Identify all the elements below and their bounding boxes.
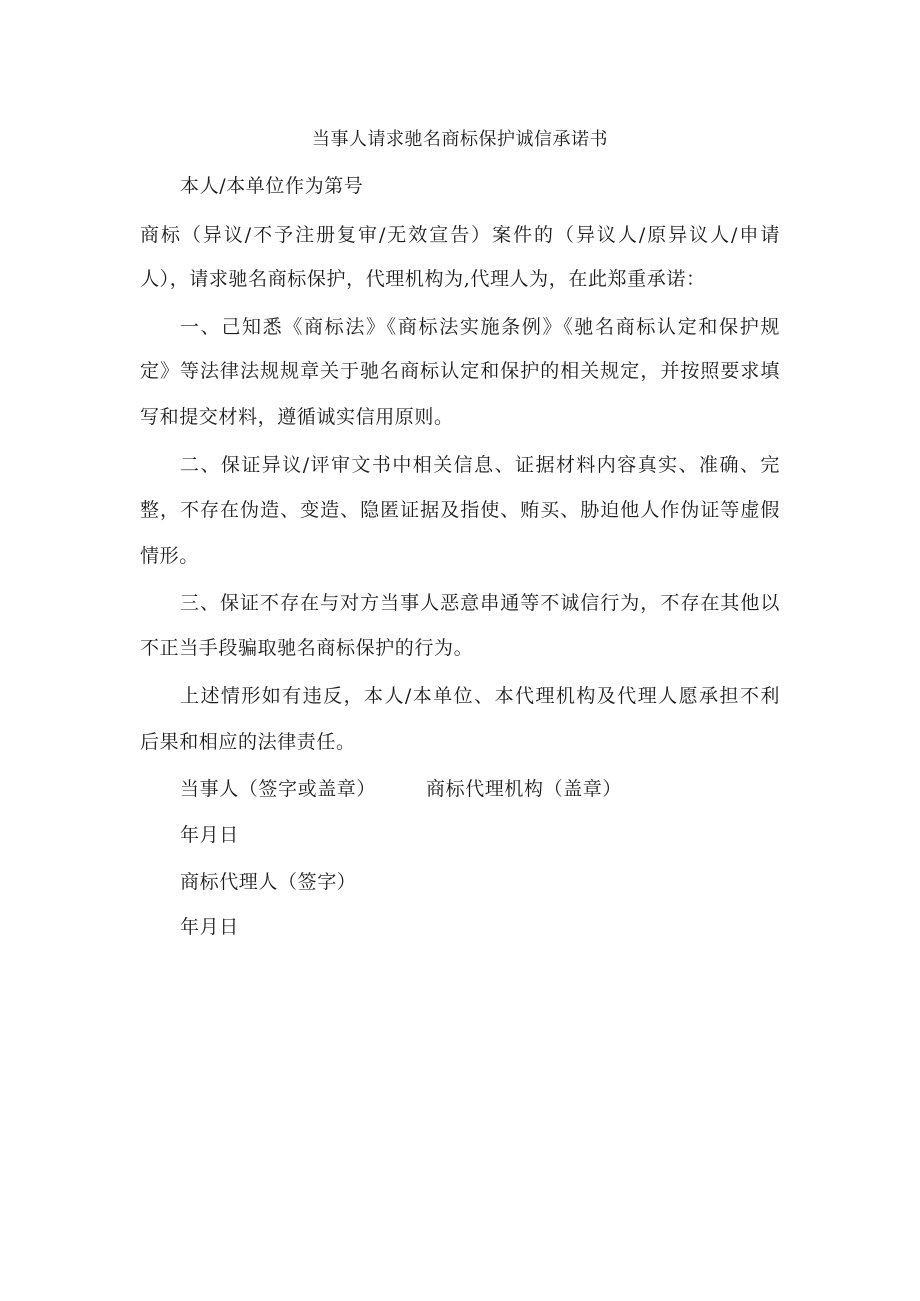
date-line-1: 年月日 — [180, 824, 239, 846]
intro-line-3: 人），请求驰名商标保护，代理机构为,代理人为，在此郑重承诺： — [140, 268, 706, 290]
document-title: 当事人请求驰名商标保护诚信承诺书 — [312, 129, 608, 150]
clause-1-line-3: 写和提交材料，遵循诚实信用原则。 — [140, 406, 454, 428]
clause-2-line-2: 整，不存在伪造、变造、隐匿证据及指使、贿买、胁迫他人作伪证等虚假 — [140, 499, 780, 521]
liability-line-1: 上述情形如有违反，本人/本单位、本代理机构及代理人愿承担不利 — [180, 685, 780, 707]
clause-1-line-1: 一、己知悉《商标法》《商标法实施条例》《驰名商标认定和保护规 — [180, 316, 780, 338]
intro-line-1: 本人/本单位作为第号 — [180, 175, 364, 197]
agency-seal-label: 商标代理机构（盖章） — [426, 778, 623, 800]
clause-3-line-2: 不正当手段骗取驰名商标保护的行为。 — [140, 637, 474, 659]
liability-line-2: 后果和相应的法律责任。 — [140, 731, 356, 753]
clause-1-line-2: 定》等法律法规规章关于驰名商标认定和保护的相关规定，并按照要求填 — [140, 360, 780, 382]
clause-3-line-1: 三、保证不存在与对方当事人恶意串通等不诚信行为，不存在其他以 — [180, 592, 780, 614]
date-line-2: 年月日 — [180, 916, 239, 938]
party-signature-label: 当事人（签字或盖章） — [180, 778, 377, 800]
signature-row — [180, 776, 780, 802]
intro-line-2: 商标（异议/不予注册复审/无效宣告）案件的（异议人/原异议人/申请 — [140, 224, 780, 246]
clause-2-line-3: 情形。 — [140, 545, 199, 567]
agent-signature-label: 商标代理人（签字） — [180, 871, 357, 893]
clause-2-line-1: 二、保证异议/评审文书中相关信息、证据材料内容真实、准确、完 — [180, 454, 780, 476]
